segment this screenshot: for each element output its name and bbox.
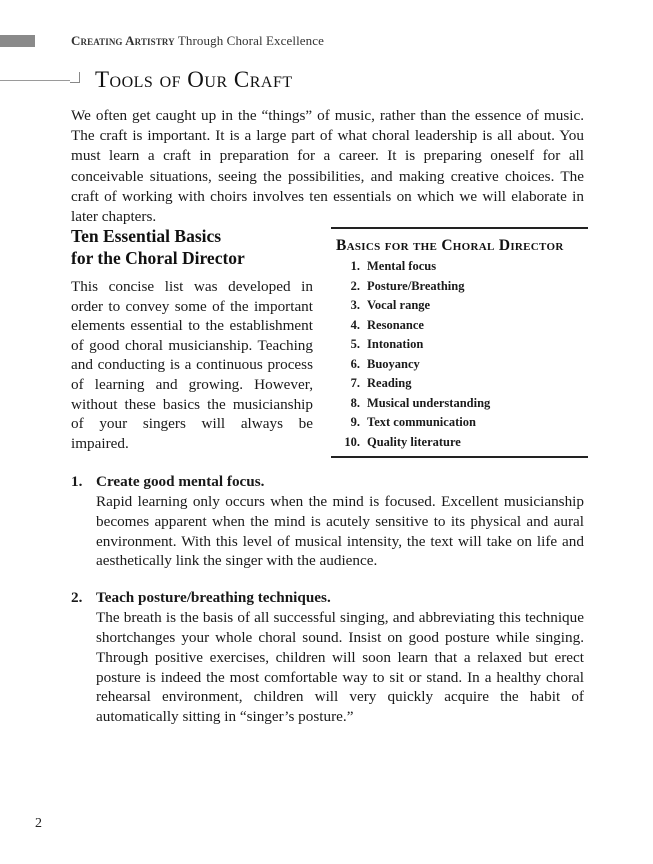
- list-item: [331, 435, 588, 455]
- list-item-number: 1.: [350, 259, 360, 273]
- list-item: [331, 357, 588, 377]
- intro-paragraph: We often get caught up in the “things” of music, rather than the essence of music. The craft is important. It is a large part of what choral leadership is all about. You must learn a craft in preparation for a career. It is preparing oneself for all conceivable situations, seeing the possibilities, and making creative choices. The craft of working with choirs involves ten essentials on which we will elaborate in later chapters.: [71, 107, 584, 226]
- list-item-number: 10.: [344, 434, 360, 449]
- list-item-number: 3.: [350, 298, 360, 312]
- list-item: [331, 279, 588, 299]
- list-item: [331, 396, 588, 416]
- list-item-number: 9.: [350, 415, 360, 429]
- list-item-number: 5.: [350, 337, 360, 351]
- list-item-label: Quality literature: [367, 434, 461, 449]
- header-bar: [0, 35, 35, 47]
- sidebar-title: Basics for the Choral Director: [336, 237, 564, 254]
- page-number: 2: [35, 816, 42, 831]
- section-title: Tools of Our Craft: [95, 67, 293, 92]
- list-item: [331, 259, 588, 279]
- list-item-number: 8.: [350, 395, 360, 410]
- list-item-label: Mental focus: [367, 259, 437, 273]
- list-item: [331, 337, 588, 357]
- list-item: [331, 318, 588, 338]
- essential-title: Teach posture/breathing techniques.: [96, 589, 331, 607]
- section-rule: [0, 80, 70, 81]
- essential-item: [71, 472, 584, 571]
- basics-sidebar: [331, 227, 588, 458]
- list-item-label: Text communication: [367, 415, 476, 429]
- list-item-label: Resonance: [367, 317, 424, 332]
- list-item-label: Vocal range: [367, 298, 431, 312]
- list-item-label: Musical understanding: [367, 395, 491, 410]
- basics-list: [331, 259, 588, 454]
- list-item-number: 6.: [350, 356, 360, 371]
- list-item-number: 2.: [350, 278, 360, 293]
- list-item: [331, 376, 588, 396]
- list-item: [331, 415, 588, 435]
- list-item-label: Buoyancy: [367, 356, 420, 371]
- list-item-label: Reading: [367, 376, 412, 390]
- list-item-label: Intonation: [367, 337, 424, 351]
- list-item-label: Posture/Breathing: [367, 278, 465, 293]
- subsection-heading-line2: for the Choral Director: [71, 248, 245, 268]
- subsection-heading: [71, 225, 321, 269]
- essential-number: 2.: [71, 589, 83, 607]
- essential-body: The breath is the basis of all successful singing, and abbreviating this technique shortchanges your whole choral sound. Insist on good posture while singing. Through positive exercises, children will soon learn that a relaxed but erect posture is indeed the most comfortable way to sit or stand. In a healthy choral rehearsal environment, children will very quickly acquire the habit of automatically sitting in “singer’s posture.”: [96, 609, 584, 726]
- box-bullet-icon: [70, 72, 80, 83]
- subsection-heading-line1: Ten Essential Basics: [71, 226, 222, 246]
- running-head-series: Creating Artistry: [71, 33, 175, 48]
- essential-body: Rapid learning only occurs when the mind is focused. Excellent musicianship becomes apparent when the mind is acutely sensitive to its physical and aural environment. With this level of musical intensity, the text will take on life and aesthetically link the singer with the audience.: [96, 493, 584, 570]
- subsection-paragraph: This concise list was developed in order to convey some of the important elements essential to the establishment of good choral musicianship. Teaching and conducting is a continuous process of learning and growing. However, without these basics the musicianship of your singers will always be impaired.: [71, 278, 313, 452]
- essential-title: Create good mental focus.: [96, 473, 265, 490]
- essential-item: [71, 588, 584, 727]
- list-item: [331, 298, 588, 318]
- list-item-number: 7.: [350, 376, 360, 390]
- running-head: [71, 33, 324, 49]
- essentials-list: [71, 472, 584, 744]
- essential-number: 1.: [71, 473, 83, 490]
- list-item-number: 4.: [350, 317, 360, 332]
- running-head-title: Through Choral Excellence: [174, 33, 325, 48]
